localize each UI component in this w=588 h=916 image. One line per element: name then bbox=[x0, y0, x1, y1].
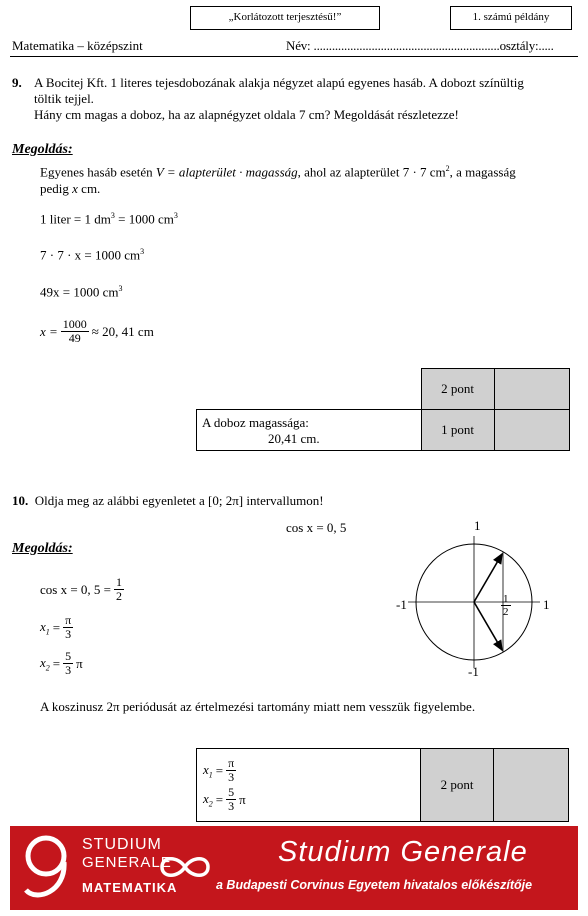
logo-studium: STUDIUM bbox=[82, 836, 162, 853]
sol1-text-c: , a magasság bbox=[449, 164, 516, 180]
brand-tagline: a Budapesti Corvinus Egyetem hivatalos előkészítője bbox=[216, 878, 533, 892]
eq3-den: 49 bbox=[68, 331, 81, 345]
equation9-3 bbox=[40, 318, 154, 345]
brand-title: Studium Generale bbox=[278, 836, 528, 868]
liter-conversion: 1 liter = 1 $dm^3 = 1000$ $cm^3$ bbox=[40, 211, 178, 227]
restriction-box: „Korlátozott terjesztésű!” bbox=[190, 6, 380, 30]
x2-var: x bbox=[40, 654, 46, 670]
x1-fraction bbox=[63, 614, 73, 641]
x1-den: 3 bbox=[65, 627, 72, 641]
eq10-lhs: cos x = 0, 5 = bbox=[40, 581, 111, 597]
ans-x1-den: 3 bbox=[228, 770, 235, 784]
eq3-num: 1000 bbox=[62, 317, 87, 331]
problem9-score-table bbox=[196, 368, 570, 451]
half-num: 1 bbox=[503, 593, 509, 605]
circle-label-left: -1 bbox=[396, 597, 407, 612]
problem10-text-b: intervallumon! bbox=[246, 493, 324, 508]
score-blank-cell bbox=[494, 369, 569, 410]
equation9-2: 49x = 1000 $cm^3$ bbox=[40, 284, 123, 300]
header-rule bbox=[10, 56, 578, 57]
sol1-area: 7 · 7 cm bbox=[402, 164, 446, 180]
eq3-rhs: ≈ 20, 41 cm bbox=[91, 323, 154, 339]
ans-x1-num: π bbox=[228, 756, 235, 770]
answer-value: 20,41 cm. bbox=[268, 431, 320, 446]
eq2-text: 49x = 1000 cm bbox=[40, 284, 119, 300]
name-field: Név: .............................................................osztály:..... bbox=[286, 38, 554, 53]
ans-x2-pi: π bbox=[239, 791, 246, 807]
problem9-solution-heading: Megoldás: bbox=[12, 142, 73, 157]
eq10-num: 1 bbox=[116, 575, 122, 589]
answer-cell bbox=[197, 410, 422, 451]
eq10-fraction bbox=[114, 576, 124, 603]
problem9-text2: töltik tejjel. bbox=[34, 91, 94, 106]
sol1-text-b: , ahol az alapterület bbox=[297, 164, 400, 180]
eq10-den: 2 bbox=[116, 589, 122, 603]
x2-den: 3 bbox=[65, 663, 72, 677]
ans-x1-fraction bbox=[226, 757, 236, 784]
problem10-note: A koszinusz 2π periódusát az értelmezési tartomány miatt nem vesszük figyelembe. bbox=[40, 699, 476, 714]
score-points-cell: 2 pont bbox=[421, 369, 494, 410]
solution-x1: $x_1$ = $\frac{\pi}{3}$ bbox=[40, 613, 72, 641]
problem9-text1: A Bocitej Kft. 1 literes tejesdobozának alakja négyzet alapú egyenes hasáb. A dobozt színültig bbox=[34, 75, 524, 90]
sol2-var: x bbox=[72, 181, 78, 196]
x2-num: 5 bbox=[65, 649, 72, 663]
ans-x2-fraction bbox=[226, 786, 236, 813]
ans-x2-num: 5 bbox=[228, 785, 235, 799]
score-empty-cell bbox=[197, 369, 422, 410]
problem10-solution-heading: Megoldás: bbox=[12, 541, 73, 556]
problem9-text3: Hány cm magas a doboz, ha az alapnégyzet oldala 7 cm? Megoldását részletezze! bbox=[34, 107, 459, 122]
x1-num: π bbox=[65, 613, 72, 627]
sample-box: 1. számú példány bbox=[450, 6, 572, 30]
problem10-equation: cos x = 0, 5 bbox=[286, 520, 347, 535]
circle-half-fraction bbox=[501, 593, 511, 618]
answer-points-cell: 1 pont bbox=[421, 410, 494, 451]
answer-blank-cell bbox=[494, 410, 569, 451]
half-den: 2 bbox=[503, 606, 509, 618]
problem10-interval: [0; 2π] bbox=[208, 493, 244, 508]
footer-banner bbox=[10, 826, 578, 910]
sol2-text-b: cm. bbox=[81, 181, 101, 196]
circle-label-bottom: -1 bbox=[468, 664, 479, 679]
problem10-score-table bbox=[196, 748, 569, 822]
subject-label: Matematika – középszint bbox=[12, 38, 143, 53]
x1-var: x bbox=[40, 618, 46, 634]
sg-logo-icon bbox=[16, 832, 76, 904]
eq3-fraction bbox=[61, 318, 89, 345]
circle-label-top: 1 bbox=[474, 518, 481, 533]
unit-circle-diagram bbox=[408, 536, 540, 668]
sol2-text-a: pedig bbox=[40, 181, 69, 196]
vector-upper bbox=[474, 554, 502, 602]
eq3-lhs: x = bbox=[40, 323, 58, 339]
logo-matematika: MATEMATIKA bbox=[82, 880, 178, 895]
liter-a: 1 liter = 1 dm bbox=[40, 211, 111, 227]
answer-label: A doboz magassága: bbox=[202, 415, 309, 430]
circle-label-right: 1 bbox=[543, 597, 550, 612]
problem9-number: 9. bbox=[12, 75, 22, 90]
vector-lower bbox=[474, 602, 502, 650]
solution9-line2 bbox=[40, 181, 100, 197]
equation9-1: 7 · 7 · x = 1000 $cm^3$ bbox=[40, 247, 145, 263]
solution-x2: $x_2$ = $\frac{5}{3}$ π bbox=[40, 649, 83, 677]
answer10-cell: $x_1$ = $\frac{\pi}{3}$ $x_2$ = $\frac{5}{3}$ π bbox=[197, 749, 421, 822]
eq1-text: 7 · 7 · x = 1000 cm bbox=[40, 247, 141, 263]
answer10-blank-cell bbox=[494, 749, 569, 822]
problem10-statement bbox=[12, 493, 324, 509]
problem10-text-a: Oldja meg az alábbi egyenletet a bbox=[34, 493, 205, 508]
answer10-points-cell: 2 pont bbox=[421, 749, 494, 822]
problem10-number: 10. bbox=[12, 493, 29, 508]
x2-pi: π bbox=[76, 655, 83, 671]
infinity-icon bbox=[158, 854, 212, 880]
sol1-text-a: Egyenes hasáb esetén bbox=[40, 164, 153, 180]
liter-b: = 1000 cm bbox=[114, 211, 174, 227]
equation10-1 bbox=[40, 576, 124, 603]
x2-fraction bbox=[63, 650, 73, 677]
logo-generale: GENERALE bbox=[82, 854, 172, 871]
sol1-formula: V = alapterület · magasság bbox=[155, 164, 298, 180]
ans-x2-den: 3 bbox=[228, 799, 235, 813]
solution9-line1: Egyenes hasáb esetén V = alapterület · magasság, ahol az alapterület 7 · 7 $cm^2$, a magasság bbox=[40, 164, 516, 180]
